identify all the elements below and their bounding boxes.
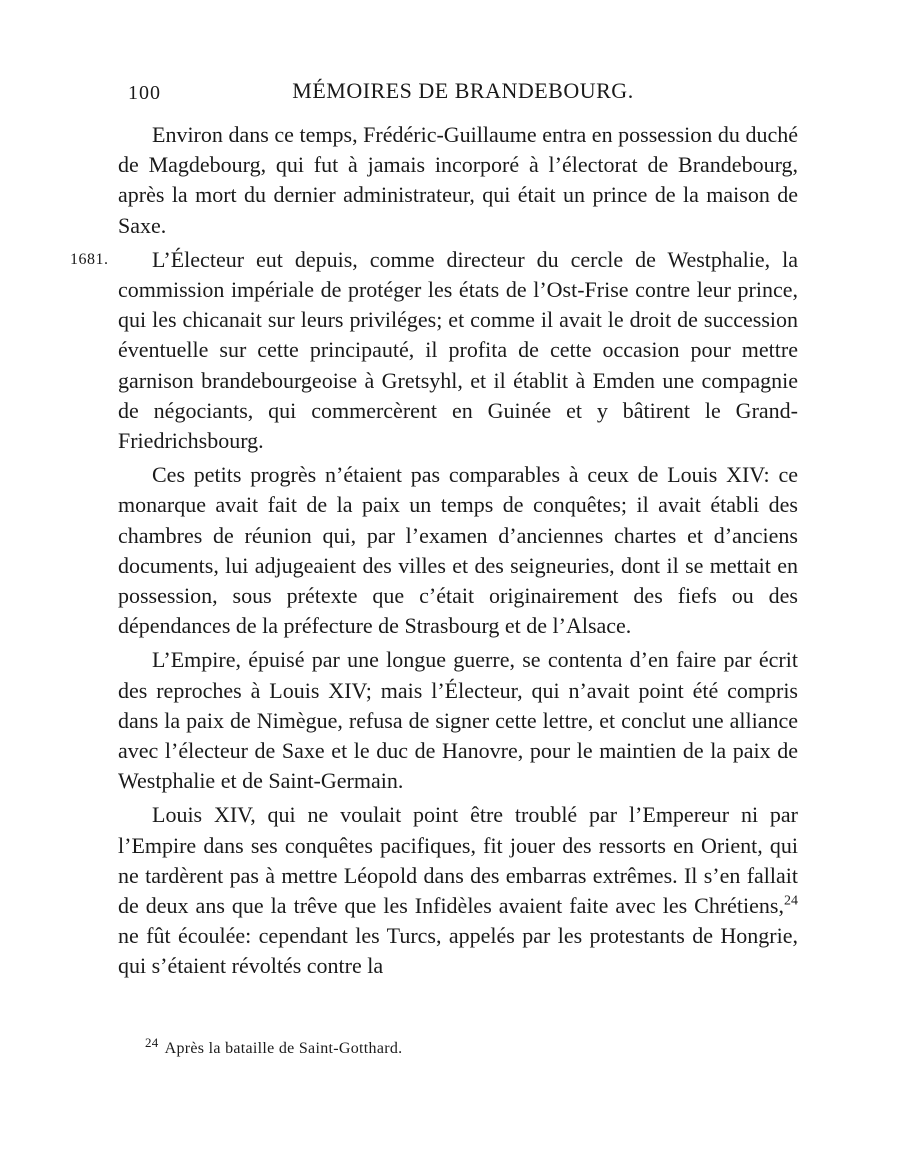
footnote-text: Après la bataille de Saint-Gotthard. (164, 1040, 403, 1057)
running-title: MÉMOIRES DE BRANDEBOURG. (292, 78, 634, 103)
page-number: 100 (128, 82, 161, 104)
footnote (145, 1034, 795, 1058)
footnote-reference: 24 (784, 893, 798, 909)
paragraph-ost-frise-text: L’Électeur eut depuis, comme directeur du cercle de Westphalie, la commission impériale de protéger les états de l’Ost-Frise contre leur prince, qui les chicanait sur leurs priviléges; et comme il avait le droit de succession éventuelle sur cette principauté, il profita de cette occasion pour mettre garnison brandebourgeoise à Gretsyhl, et il établit à Emden une compagnie de négociants, qui commercèrent en Guinée et y bâtirent le Grand-Friedrichsbourg. (118, 246, 798, 454)
paragraph-orient-text-end: ne fût écoulée: cependant les Turcs, appelés par les protestants de Hongrie, qui s’étaient révoltés contre la (118, 923, 798, 979)
running-head (128, 78, 798, 110)
margin-year: 1681. (70, 250, 109, 268)
main-text (70, 120, 798, 984)
paragraph-louis-xiv-reunion: Ces petits progrès n’étaient pas comparables à ceux de Louis XIV: ce monarque avait fait de la paix un temps de conquêtes; il avait établi des chambres de réunion qui, par l’examen d’anciennes chartes et d’anciens documents, lui adjugeaient des villes et des seigneuries, dont il se mettait en possession, sous prétexte que c’était originairement des fiefs ou des dépendances de la préfecture de Strasbourg et de l’Alsace. (118, 462, 798, 639)
paragraph-ost-frise (70, 245, 798, 456)
paragraph-magdebourg: Environ dans ce temps, Frédéric-Guillaume entra en possession du duché de Magdebourg, qui fut à jamais incorporé à l’électorat de Brandebourg, après la mort du dernier administrateur, qui était un prince de la maison de Saxe. (118, 122, 798, 238)
footnote-number: 24 (145, 1034, 159, 1050)
paragraph-orient-text-start: Louis XIV, qui ne voulait point être troublé par l’Empereur ni par l’Empire dans ses conquêtes pacifiques, fit jouer des ressorts en Orient, qui ne tardèrent pas à mettre Léopold dans des embarras extrêmes. Il s’en fallait de deux ans que la trêve que les Infidèles avaient faite avec les Chrétiens, (118, 802, 798, 919)
paragraph-empire: L’Empire, épuisé par une longue guerre, se contenta d’en faire par écrit des reproches à Louis XIV; mais l’Électeur, qui n’avait point été compris dans la paix de Nimègue, refusa de signer cette lettre, et conclut une alliance avec l’électeur de Saxe et le duc de Hanovre, pour le maintien de la paix de Westphalie et de Saint-Germain. (118, 647, 798, 794)
paragraph-orient (118, 800, 798, 981)
